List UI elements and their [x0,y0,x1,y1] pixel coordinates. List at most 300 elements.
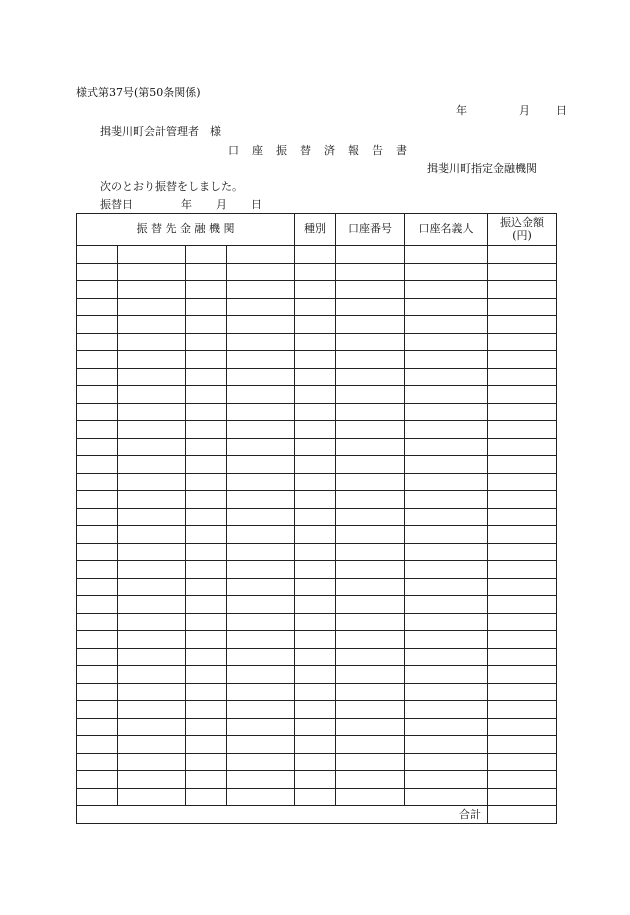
header-amount-unit: (円) [512,228,532,242]
bank-cell-1[interactable] [77,438,118,456]
issuer: 揖斐川町指定金融機関 [427,162,537,175]
account-number-cell[interactable] [336,631,405,649]
bank-cell-1[interactable] [77,263,118,281]
bank-cell-4[interactable] [227,683,295,701]
amount-cell[interactable] [488,421,557,439]
bank-cell-1[interactable] [77,578,118,596]
account-number-cell[interactable] [336,613,405,631]
amount-cell[interactable] [488,631,557,649]
account-holder-cell[interactable] [405,771,488,789]
type-cell[interactable] [295,316,336,334]
account-holder-cell[interactable] [405,648,488,666]
bank-cell-2[interactable] [118,403,186,421]
bank-cell-1[interactable] [77,771,118,789]
bank-cell-4[interactable] [227,421,295,439]
bank-cell-3[interactable] [186,456,227,474]
transfer-date-label: 振替日 [100,198,133,211]
bank-cell-2[interactable] [118,473,186,491]
bank-cell-1[interactable] [77,403,118,421]
bank-cell-4[interactable] [227,316,295,334]
type-cell[interactable] [295,753,336,771]
amount-cell[interactable] [488,298,557,316]
table-row [77,788,557,806]
bank-cell-1[interactable] [77,753,118,771]
total-label: 合計 [77,806,488,824]
title-char: 口 [228,144,239,157]
account-holder-cell[interactable] [405,403,488,421]
type-cell[interactable] [295,333,336,351]
table-row [77,736,557,754]
account-number-cell[interactable] [336,666,405,684]
bank-cell-3[interactable] [186,316,227,334]
bank-cell-3[interactable] [186,666,227,684]
bank-cell-4[interactable] [227,246,295,264]
bank-cell-2[interactable] [118,281,186,299]
date-month: 月 [519,104,530,117]
bank-cell-4[interactable] [227,473,295,491]
account-holder-cell[interactable] [405,788,488,806]
type-cell[interactable] [295,473,336,491]
table-row [77,438,557,456]
account-holder-cell[interactable] [405,386,488,404]
account-number-cell[interactable] [336,246,405,264]
account-holder-cell[interactable] [405,718,488,736]
type-cell[interactable] [295,631,336,649]
bank-cell-3[interactable] [186,508,227,526]
account-holder-cell[interactable] [405,351,488,369]
account-holder-cell[interactable] [405,421,488,439]
bank-cell-2[interactable] [118,351,186,369]
bank-cell-4[interactable] [227,386,295,404]
bank-cell-1[interactable] [77,491,118,509]
bank-cell-3[interactable] [186,403,227,421]
title-char: 替 [300,144,311,157]
account-number-cell[interactable] [336,508,405,526]
account-number-cell[interactable] [336,316,405,334]
type-cell[interactable] [295,351,336,369]
bank-cell-3[interactable] [186,561,227,579]
account-holder-cell[interactable] [405,438,488,456]
type-cell[interactable] [295,771,336,789]
table-row [77,753,557,771]
bank-cell-1[interactable] [77,683,118,701]
amount-cell[interactable] [488,403,557,421]
bank-cell-4[interactable] [227,456,295,474]
amount-cell[interactable] [488,788,557,806]
amount-cell[interactable] [488,561,557,579]
bank-cell-2[interactable] [118,543,186,561]
account-holder-cell[interactable] [405,736,488,754]
type-cell[interactable] [295,438,336,456]
account-number-cell[interactable] [336,368,405,386]
bank-cell-1[interactable] [77,386,118,404]
bank-cell-3[interactable] [186,281,227,299]
table-row [77,421,557,439]
type-cell[interactable] [295,421,336,439]
account-number-cell[interactable] [336,701,405,719]
bank-cell-2[interactable] [118,648,186,666]
bank-cell-4[interactable] [227,648,295,666]
bank-cell-1[interactable] [77,368,118,386]
bank-cell-3[interactable] [186,333,227,351]
amount-cell[interactable] [488,246,557,264]
table-header-row [77,214,557,246]
bank-cell-1[interactable] [77,613,118,631]
bank-cell-2[interactable] [118,753,186,771]
bank-cell-1[interactable] [77,508,118,526]
bank-cell-2[interactable] [118,298,186,316]
account-holder-cell[interactable] [405,263,488,281]
type-cell[interactable] [295,561,336,579]
type-cell[interactable] [295,788,336,806]
account-number-cell[interactable] [336,263,405,281]
bank-cell-4[interactable] [227,491,295,509]
account-number-cell[interactable] [336,298,405,316]
bank-cell-1[interactable] [77,718,118,736]
type-cell[interactable] [295,683,336,701]
bank-cell-4[interactable] [227,281,295,299]
bank-cell-1[interactable] [77,561,118,579]
bank-cell-2[interactable] [118,246,186,264]
bank-cell-1[interactable] [77,631,118,649]
account-holder-cell[interactable] [405,368,488,386]
bank-cell-1[interactable] [77,666,118,684]
amount-cell[interactable] [488,596,557,614]
bank-cell-2[interactable] [118,631,186,649]
transfer-date-month: 月 [216,198,227,211]
account-number-cell[interactable] [336,491,405,509]
amount-cell[interactable] [488,386,557,404]
account-holder-cell[interactable] [405,526,488,544]
account-holder-cell[interactable] [405,543,488,561]
account-number-cell[interactable] [336,403,405,421]
bank-cell-4[interactable] [227,771,295,789]
bank-cell-4[interactable] [227,753,295,771]
bank-cell-4[interactable] [227,526,295,544]
type-cell[interactable] [295,491,336,509]
account-holder-cell[interactable] [405,298,488,316]
type-cell[interactable] [295,263,336,281]
table-row [77,246,557,264]
amount-cell[interactable] [488,683,557,701]
account-holder-cell[interactable] [405,246,488,264]
bank-cell-4[interactable] [227,718,295,736]
table-row [77,403,557,421]
bank-cell-1[interactable] [77,246,118,264]
bank-cell-2[interactable] [118,666,186,684]
bank-cell-4[interactable] [227,666,295,684]
bank-cell-3[interactable] [186,631,227,649]
bank-cell-1[interactable] [77,788,118,806]
account-number-cell[interactable] [336,736,405,754]
account-holder-cell[interactable] [405,613,488,631]
type-cell[interactable] [295,543,336,561]
intro-text: 次のとおり振替をしました。 [100,180,243,193]
table-row [77,771,557,789]
account-number-cell[interactable] [336,351,405,369]
bank-cell-2[interactable] [118,263,186,281]
account-number-cell[interactable] [336,456,405,474]
bank-cell-2[interactable] [118,596,186,614]
amount-cell[interactable] [488,333,557,351]
amount-cell[interactable] [488,613,557,631]
bank-cell-2[interactable] [118,683,186,701]
amount-cell[interactable] [488,701,557,719]
header-type: 種別 [295,214,336,246]
title-char: 振 [276,144,287,157]
bank-cell-4[interactable] [227,613,295,631]
bank-cell-4[interactable] [227,403,295,421]
total-amount-cell[interactable] [488,806,557,824]
bank-cell-3[interactable] [186,246,227,264]
bank-cell-4[interactable] [227,596,295,614]
amount-cell[interactable] [488,543,557,561]
bank-cell-3[interactable] [186,718,227,736]
amount-cell[interactable] [488,368,557,386]
bank-cell-2[interactable] [118,701,186,719]
type-cell[interactable] [295,648,336,666]
bank-cell-3[interactable] [186,491,227,509]
account-holder-cell[interactable] [405,701,488,719]
document-title [228,145,420,156]
type-cell[interactable] [295,526,336,544]
account-holder-cell[interactable] [405,753,488,771]
amount-cell[interactable] [488,456,557,474]
table-row [77,718,557,736]
bank-cell-2[interactable] [118,368,186,386]
table-row [77,316,557,334]
type-cell[interactable] [295,613,336,631]
amount-cell[interactable] [488,526,557,544]
bank-cell-2[interactable] [118,736,186,754]
account-number-cell[interactable] [336,683,405,701]
bank-cell-2[interactable] [118,788,186,806]
account-holder-cell[interactable] [405,508,488,526]
account-number-cell[interactable] [336,718,405,736]
bank-cell-2[interactable] [118,526,186,544]
type-cell[interactable] [295,386,336,404]
bank-cell-2[interactable] [118,386,186,404]
bank-cell-3[interactable] [186,543,227,561]
bank-cell-3[interactable] [186,526,227,544]
account-number-cell[interactable] [336,596,405,614]
type-cell[interactable] [295,246,336,264]
account-holder-cell[interactable] [405,491,488,509]
bank-cell-2[interactable] [118,771,186,789]
account-holder-cell[interactable] [405,316,488,334]
amount-cell[interactable] [488,578,557,596]
account-number-cell[interactable] [336,543,405,561]
bank-cell-3[interactable] [186,421,227,439]
account-number-cell[interactable] [336,753,405,771]
bank-cell-1[interactable] [77,456,118,474]
account-number-cell[interactable] [336,788,405,806]
bank-cell-2[interactable] [118,578,186,596]
account-number-cell[interactable] [336,771,405,789]
account-number-cell[interactable] [336,333,405,351]
type-cell[interactable] [295,736,336,754]
bank-cell-4[interactable] [227,701,295,719]
total-row [77,806,557,824]
type-cell[interactable] [295,701,336,719]
account-number-cell[interactable] [336,438,405,456]
amount-cell[interactable] [488,438,557,456]
bank-cell-3[interactable] [186,753,227,771]
amount-cell[interactable] [488,718,557,736]
amount-cell[interactable] [488,473,557,491]
bank-cell-1[interactable] [77,543,118,561]
bank-cell-1[interactable] [77,316,118,334]
type-cell[interactable] [295,718,336,736]
type-cell[interactable] [295,596,336,614]
amount-cell[interactable] [488,736,557,754]
bank-cell-3[interactable] [186,298,227,316]
bank-cell-4[interactable] [227,368,295,386]
bank-cell-3[interactable] [186,736,227,754]
bank-cell-2[interactable] [118,456,186,474]
bank-cell-4[interactable] [227,351,295,369]
amount-cell[interactable] [488,491,557,509]
bank-cell-2[interactable] [118,613,186,631]
header-account-holder: 口座名義人 [405,214,488,246]
amount-cell[interactable] [488,771,557,789]
account-number-cell[interactable] [336,386,405,404]
bank-cell-1[interactable] [77,596,118,614]
bank-cell-3[interactable] [186,648,227,666]
transfer-table [76,213,557,824]
transfer-date-year: 年 [181,198,192,211]
bank-cell-4[interactable] [227,561,295,579]
transfer-date [100,199,262,210]
bank-cell-3[interactable] [186,596,227,614]
type-cell[interactable] [295,298,336,316]
account-holder-cell[interactable] [405,281,488,299]
account-holder-cell[interactable] [405,683,488,701]
bank-cell-3[interactable] [186,368,227,386]
account-holder-cell[interactable] [405,333,488,351]
bank-cell-1[interactable] [77,298,118,316]
account-number-cell[interactable] [336,578,405,596]
amount-cell[interactable] [488,753,557,771]
bank-cell-2[interactable] [118,421,186,439]
bank-cell-3[interactable] [186,771,227,789]
table-row [77,543,557,561]
type-cell[interactable] [295,368,336,386]
amount-cell[interactable] [488,648,557,666]
type-cell[interactable] [295,508,336,526]
table-row [77,333,557,351]
amount-cell[interactable] [488,351,557,369]
bank-cell-1[interactable] [77,421,118,439]
bank-cell-3[interactable] [186,788,227,806]
bank-cell-1[interactable] [77,701,118,719]
bank-cell-3[interactable] [186,613,227,631]
bank-cell-2[interactable] [118,316,186,334]
bank-cell-2[interactable] [118,333,186,351]
table-row [77,473,557,491]
bank-cell-1[interactable] [77,473,118,491]
account-holder-cell[interactable] [405,666,488,684]
table-row [77,508,557,526]
table-row [77,526,557,544]
bank-cell-3[interactable] [186,386,227,404]
bank-cell-2[interactable] [118,491,186,509]
date-day: 日 [556,104,567,117]
amount-cell[interactable] [488,316,557,334]
bank-cell-1[interactable] [77,648,118,666]
account-holder-cell[interactable] [405,456,488,474]
title-char: 告 [372,144,383,157]
amount-cell[interactable] [488,666,557,684]
bank-cell-3[interactable] [186,263,227,281]
bank-cell-2[interactable] [118,718,186,736]
bank-cell-3[interactable] [186,351,227,369]
bank-cell-1[interactable] [77,333,118,351]
bank-cell-4[interactable] [227,631,295,649]
bank-cell-1[interactable] [77,526,118,544]
type-cell[interactable] [295,456,336,474]
account-holder-cell[interactable] [405,473,488,491]
bank-cell-4[interactable] [227,263,295,281]
bank-cell-3[interactable] [186,578,227,596]
account-number-cell[interactable] [336,648,405,666]
account-holder-cell[interactable] [405,631,488,649]
type-cell[interactable] [295,281,336,299]
account-holder-cell[interactable] [405,561,488,579]
account-number-cell[interactable] [336,561,405,579]
bank-cell-4[interactable] [227,438,295,456]
title-char: 書 [396,144,407,157]
bank-cell-1[interactable] [77,736,118,754]
table-row [77,456,557,474]
table-row [77,298,557,316]
account-holder-cell[interactable] [405,578,488,596]
bank-cell-2[interactable] [118,561,186,579]
account-number-cell[interactable] [336,473,405,491]
amount-cell[interactable] [488,263,557,281]
bank-cell-4[interactable] [227,788,295,806]
account-holder-cell[interactable] [405,596,488,614]
amount-cell[interactable] [488,508,557,526]
bank-cell-4[interactable] [227,543,295,561]
bank-cell-3[interactable] [186,438,227,456]
bank-cell-3[interactable] [186,473,227,491]
bank-cell-4[interactable] [227,736,295,754]
bank-cell-2[interactable] [118,508,186,526]
date-year: 年 [456,104,467,117]
bank-cell-4[interactable] [227,578,295,596]
table-row [77,368,557,386]
table-row [77,666,557,684]
amount-cell[interactable] [488,281,557,299]
account-number-cell[interactable] [336,281,405,299]
bank-cell-1[interactable] [77,281,118,299]
account-number-cell[interactable] [336,526,405,544]
type-cell[interactable] [295,666,336,684]
bank-cell-3[interactable] [186,683,227,701]
transfer-date-day: 日 [251,198,262,211]
type-cell[interactable] [295,578,336,596]
bank-cell-4[interactable] [227,298,295,316]
account-number-cell[interactable] [336,421,405,439]
table-row [77,701,557,719]
bank-cell-4[interactable] [227,333,295,351]
bank-cell-3[interactable] [186,701,227,719]
bank-cell-2[interactable] [118,438,186,456]
bank-cell-4[interactable] [227,508,295,526]
type-cell[interactable] [295,403,336,421]
bank-cell-1[interactable] [77,351,118,369]
